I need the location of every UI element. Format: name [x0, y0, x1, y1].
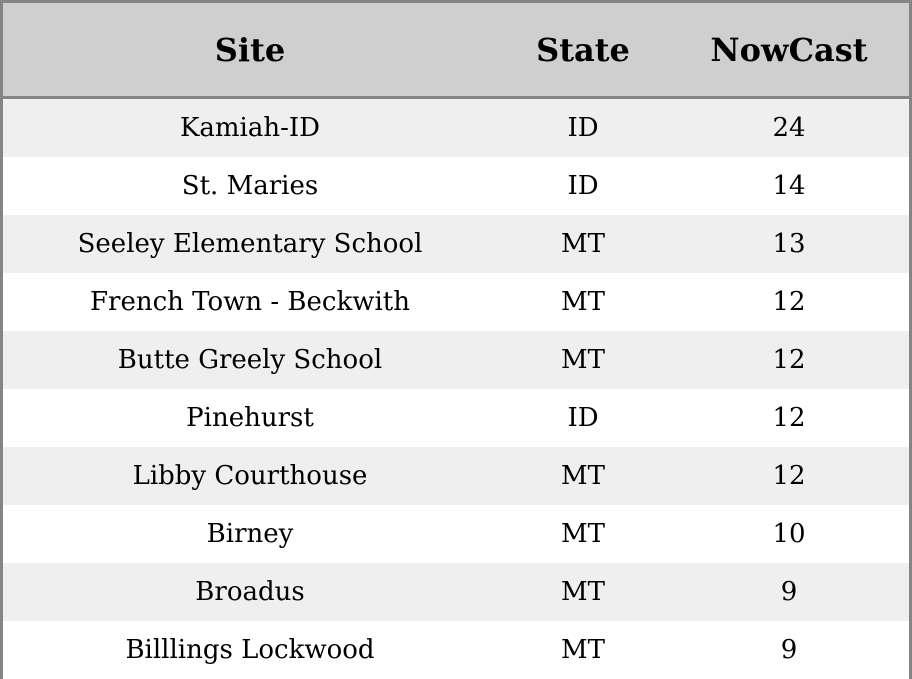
- nowcast-table: [3, 3, 909, 679]
- cell-nowcast: 13: [669, 215, 909, 273]
- table-row: [3, 505, 909, 563]
- table-row: [3, 621, 909, 679]
- cell-nowcast: 12: [669, 273, 909, 331]
- cell-nowcast: 12: [669, 447, 909, 505]
- cell-nowcast: 24: [669, 98, 909, 158]
- table-body: [3, 98, 909, 679]
- cell-state: ID: [497, 98, 669, 158]
- cell-nowcast: 12: [669, 331, 909, 389]
- cell-state: MT: [497, 447, 669, 505]
- cell-state: MT: [497, 331, 669, 389]
- cell-nowcast: 9: [669, 621, 909, 679]
- table-row: [3, 157, 909, 215]
- table-row: [3, 563, 909, 621]
- cell-state: MT: [497, 563, 669, 621]
- cell-nowcast: 14: [669, 157, 909, 215]
- cell-state: ID: [497, 389, 669, 447]
- column-header-site: Site: [3, 3, 497, 98]
- table-row: [3, 331, 909, 389]
- cell-nowcast: 10: [669, 505, 909, 563]
- column-header-nowcast: NowCast: [669, 3, 909, 98]
- table-row: [3, 389, 909, 447]
- cell-site: Kamiah-ID: [3, 98, 497, 158]
- cell-site: Pinehurst: [3, 389, 497, 447]
- table-row: [3, 215, 909, 273]
- cell-site: Billlings Lockwood: [3, 621, 497, 679]
- cell-site: Butte Greely School: [3, 331, 497, 389]
- cell-state: MT: [497, 505, 669, 563]
- cell-site: French Town - Beckwith: [3, 273, 497, 331]
- table-row: [3, 273, 909, 331]
- cell-site: Seeley Elementary School: [3, 215, 497, 273]
- cell-site: Libby Courthouse: [3, 447, 497, 505]
- cell-state: ID: [497, 157, 669, 215]
- cell-state: MT: [497, 273, 669, 331]
- cell-nowcast: 9: [669, 563, 909, 621]
- cell-state: MT: [497, 215, 669, 273]
- column-header-state: State: [497, 3, 669, 98]
- cell-site: Birney: [3, 505, 497, 563]
- cell-state: MT: [497, 621, 669, 679]
- cell-site: Broadus: [3, 563, 497, 621]
- cell-nowcast: 12: [669, 389, 909, 447]
- cell-site: St. Maries: [3, 157, 497, 215]
- table-row: [3, 447, 909, 505]
- table-header: [3, 3, 909, 98]
- table-row: [3, 98, 909, 158]
- header-row: [3, 3, 909, 98]
